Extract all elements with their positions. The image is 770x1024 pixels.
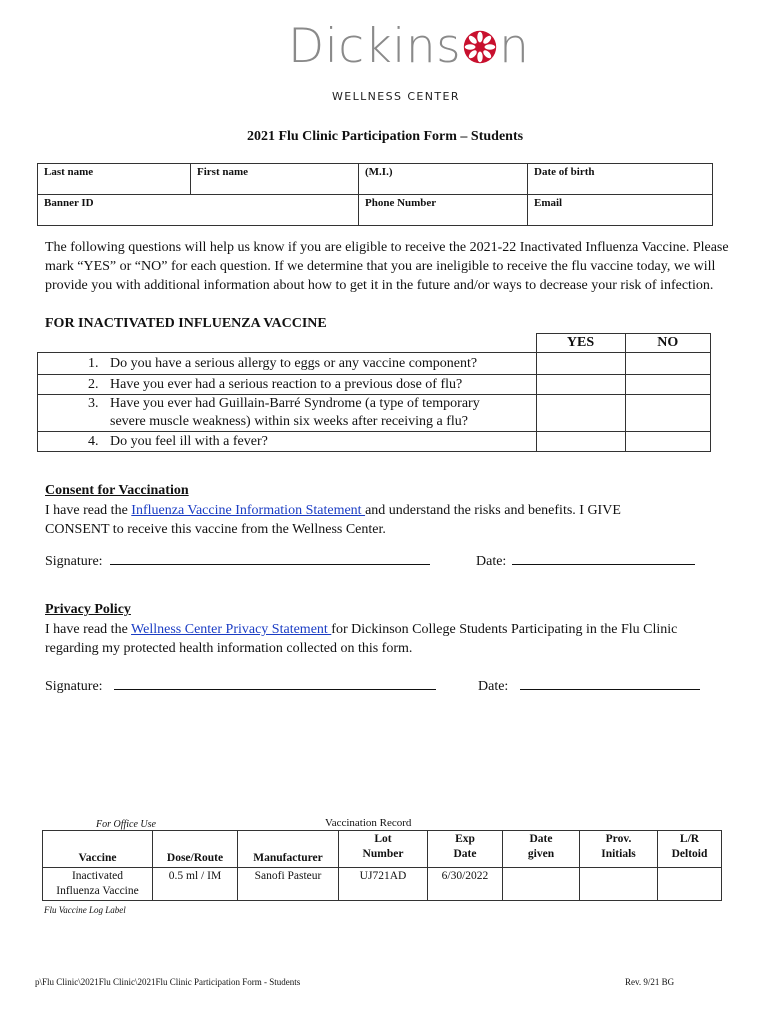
consent-paragraph: [45, 501, 685, 539]
consent-signature-label: Signature:: [45, 554, 103, 569]
q1-yes-box[interactable]: [536, 353, 625, 375]
exp-header-b: Date: [453, 848, 477, 860]
prov-initials-header: [580, 831, 658, 868]
dose-header: Dose/Route: [153, 831, 238, 868]
q1-number: 1.: [88, 355, 99, 371]
q2-yes-box[interactable]: [536, 375, 625, 395]
lr-deltoid-cell[interactable]: [658, 868, 722, 901]
q4-text: Do you feel ill with a fever?: [110, 433, 268, 449]
office-use-label: For Office Use: [96, 819, 156, 830]
logo-subtitle: WELLNESS CENTER: [332, 90, 460, 103]
lr-header-b: Deltoid: [671, 848, 708, 860]
vaccine-heading: FOR INACTIVATED INFLUENZA VACCINE: [45, 316, 327, 331]
last-name-field[interactable]: Last name: [38, 164, 191, 195]
prov-initials-cell[interactable]: [580, 868, 658, 901]
question-row-2: [38, 375, 711, 395]
student-info-table: [37, 163, 713, 226]
log-label: Flu Vaccine Log Label: [44, 905, 126, 915]
q3-no-box[interactable]: [625, 395, 711, 432]
privacy-paragraph: [45, 620, 695, 658]
consent-signature-row: [45, 550, 430, 571]
manufacturer-header: Manufacturer: [238, 831, 339, 868]
logo-word-left: Dickins: [288, 19, 462, 74]
privacy-signature-row: [45, 675, 436, 696]
lot-header-b: Number: [362, 848, 404, 860]
email-field[interactable]: Email: [528, 195, 713, 226]
privacy-signature-line[interactable]: [114, 675, 436, 690]
q3-text-line2: severe muscle weakness) within six weeks after receiving a flu?: [110, 414, 469, 429]
vis-link[interactable]: Influenza Vaccine Information Statement: [131, 503, 366, 518]
banner-id-field[interactable]: Banner ID: [38, 195, 359, 226]
q1-text: Do you have a serious allergy to eggs or any vaccine component?: [110, 355, 478, 371]
date-given-header-a: Date: [529, 833, 553, 845]
first-name-field[interactable]: First name: [191, 164, 359, 195]
consent-title: Consent for Vaccination: [45, 483, 189, 498]
lot-header-a: Lot: [374, 833, 392, 845]
exp-cell: 6/30/2022: [428, 868, 503, 901]
q2-number: 2.: [88, 376, 99, 392]
lot-header: [339, 831, 428, 868]
vaccine-cell-b: Influenza Vaccine: [56, 885, 139, 897]
mi-field[interactable]: (M.I.): [359, 164, 528, 195]
consent-signature-line[interactable]: [110, 550, 430, 565]
header-spacer: [38, 334, 537, 353]
vaccination-record-table: [42, 830, 722, 901]
q4-yes-box[interactable]: [536, 432, 625, 452]
manufacturer-cell: Sanofi Pasteur: [238, 868, 339, 901]
logo-word-right: n: [499, 19, 530, 74]
lot-cell: UJ721AD: [339, 868, 428, 901]
privacy-date-label: Date:: [478, 679, 509, 694]
intro-paragraph: The following questions will help us know if you are eligible to receive the 2021-22 Inactivated Influenza Vaccine. Please mark “YES” or “NO” for each question. If we determine that you are ineligible to receive the flu vaccine today, we will provide you with additional information about how to get it in the future and/or ways to decrease your risk of infection.: [45, 240, 729, 293]
phone-field[interactable]: Phone Number: [359, 195, 528, 226]
privacy-statement-link[interactable]: Wellness Center Privacy Statement: [131, 622, 332, 637]
footer-path: p\Flu Clinic\2021Flu Clinic\2021Flu Clinic Participation Form - Students: [35, 977, 301, 987]
privacy-signature-label: Signature:: [45, 679, 103, 694]
date-given-header: [503, 831, 580, 868]
q2-text: Have you ever had a serious reaction to a previous dose of flu?: [110, 376, 463, 392]
footer-revision: Rev. 9/21 BG: [625, 977, 675, 987]
privacy-pre: I have read the: [45, 622, 132, 637]
no-header: NO: [625, 334, 711, 353]
privacy-post: for Dickinson College Students Participating in the Flu Clinic regarding my protected health information collected on this form.: [45, 622, 678, 656]
vaccine-cell: [43, 868, 153, 901]
question-row-1: [38, 353, 711, 375]
lr-header-a: L/R: [679, 833, 700, 845]
vaccine-header: Vaccine: [43, 831, 153, 868]
q3-number: 3.: [88, 396, 99, 411]
prov-header-a: Prov.: [605, 833, 632, 845]
date-given-header-b: given: [527, 848, 555, 860]
lr-deltoid-header: [658, 831, 722, 868]
question-row-3: [38, 395, 711, 432]
vaccine-cell-a: Inactivated: [71, 870, 124, 882]
privacy-date-line[interactable]: [520, 675, 700, 690]
flower-icon: [462, 29, 498, 65]
q1-no-box[interactable]: [625, 353, 711, 375]
form-title: 2021 Flu Clinic Participation Form – Students: [246, 129, 524, 144]
questions-table: [37, 333, 711, 452]
q4-no-box[interactable]: [625, 432, 711, 452]
logo: [288, 19, 530, 74]
exp-header-a: Exp: [455, 833, 475, 845]
dob-field[interactable]: Date of birth: [528, 164, 713, 195]
vaccination-row: [43, 868, 722, 901]
privacy-date-row: [478, 675, 700, 696]
q2-no-box[interactable]: [625, 375, 711, 395]
q3-yes-box[interactable]: [536, 395, 625, 432]
consent-pre: I have read the: [45, 503, 132, 518]
exp-header: [428, 831, 503, 868]
consent-date-line[interactable]: [512, 550, 695, 565]
prov-header-b: Initials: [601, 848, 636, 860]
consent-date-label: Date:: [476, 554, 507, 569]
q3-text-line1: Have you ever had Guillain-Barré Syndrome (a type of temporary: [110, 396, 480, 411]
q4-number: 4.: [88, 433, 99, 449]
privacy-title: Privacy Policy: [45, 602, 131, 617]
consent-date-row: [476, 550, 695, 571]
yes-header: YES: [536, 334, 625, 353]
dose-cell: 0.5 ml / IM: [153, 868, 238, 901]
consent-post: and understand the risks and benefits. I GIVE CONSENT to receive this vaccine from the Wellness Center.: [45, 503, 621, 537]
date-given-cell[interactable]: [503, 868, 580, 901]
question-row-4: [38, 432, 711, 452]
vaccination-record-title: Vaccination Record: [325, 817, 412, 829]
